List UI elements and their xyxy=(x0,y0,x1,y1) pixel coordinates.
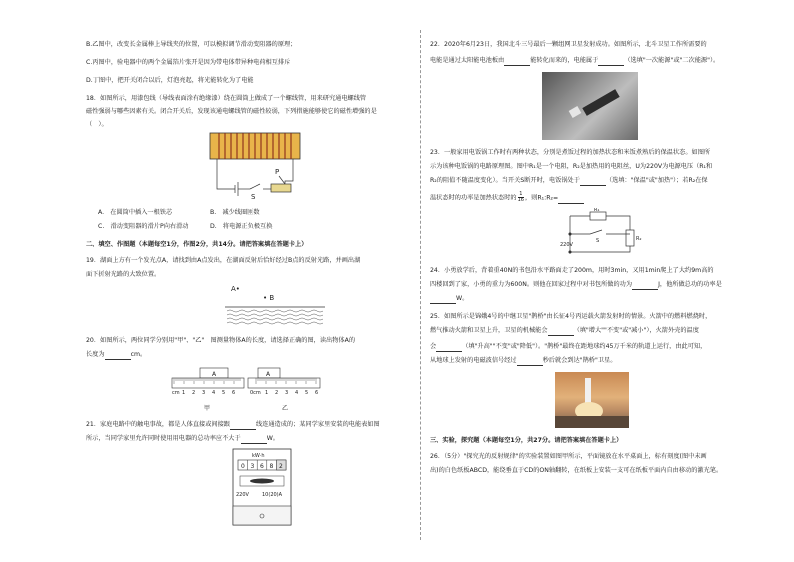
ruler-right-tick-0: 0cm xyxy=(250,390,261,396)
r1-label: R₁ xyxy=(594,208,600,213)
q25-part6: 秒后就会到达"鹊桥"卫星。 xyxy=(542,357,617,364)
meter-current: 10(20)A xyxy=(262,492,283,498)
q25-stem-line1: 25．如图所示是锦娥4号的中继卫星"鹊桥"由长征4号丙运载火箭发射时的情景。火箭中的燃料燃烧时， xyxy=(430,313,712,320)
q23-stem-line2: 示为该种电饭锅的电路原理图。图中R₁是一个电阻，R₂是加热用的电阻丝，U为220V为电源电压（R₁和 xyxy=(430,163,713,170)
q21-stem-part4: W。 xyxy=(266,435,279,442)
q21-stem-part2: 线连通造成的；某同学家里安装的电能表如图 xyxy=(256,421,380,428)
column-divider xyxy=(420,30,421,540)
q21-stem-part1: 21．家庭电路中的触电事故，都是人体直接或间接跟 xyxy=(86,421,230,428)
ruler-left-tick-4: 4 xyxy=(212,390,216,396)
q18-stem-line1: 18．如图所示，用漆包线（导线表面涂有绝缘漆）绕在圆筒上做成了一个螺线管，用来研究通电螺线管 xyxy=(86,95,367,102)
satellite-body-icon xyxy=(569,106,582,118)
meter-digit-5: 2 xyxy=(279,463,283,470)
meter-digit-3: 6 xyxy=(260,463,264,470)
q18-option-b: B. 减少线圈匝数 xyxy=(210,209,260,216)
q21-blank-1 xyxy=(230,423,256,430)
q22-stem-line2 xyxy=(430,56,719,66)
ruler-right-tick-3: 3 xyxy=(285,390,289,396)
meter-unit: kW·h xyxy=(252,453,265,459)
ruler-left-tick-2: 2 xyxy=(192,390,196,396)
switch-label: S xyxy=(596,238,600,244)
q25-blank-2 xyxy=(436,345,462,352)
q23-part1: R₂的阻值不随温度变化）。当开关S断开时，电饭锅处于 xyxy=(430,177,580,184)
solar-panel-icon xyxy=(582,89,619,116)
q19-stem-line1: 19．湖面上方有一个发光点A，请找到由A点发出，在湖面反射后恰好经过B点的反射光路，并画出湖 xyxy=(86,257,361,264)
q20-stem-line1: 20．如图所示，两位同学分别用"甲"、"乙" 图测量物体A的长度，请选择正确的图，读出物体A的 xyxy=(86,337,356,344)
point-a-label: A• xyxy=(231,285,240,293)
ruler-left-tick-0: cm xyxy=(172,390,180,396)
q21-stem-part3: 所示，当同学家里允许同时使用用电器的总功率应不大于 xyxy=(86,435,241,442)
q23-blank-2 xyxy=(558,197,584,204)
q23-stem-line1: 23．一般家用电饭锅工作时有两种状态，分别是煮饭过程的加热状态和米饭煮熟后的保温状态。如图所 xyxy=(430,149,711,156)
q18-stem-line2: 磁性强弱与哪些因素有关。闭合开关后，发现该通电螺线管的磁性较弱，下列措施能够使它的磁性增强的是 xyxy=(86,108,377,115)
q25-part4: （填"升高""不变"或"降低"）。"鹊桥"最终在距地球约45万千米的轨道上运行，由此可知， xyxy=(462,343,707,350)
q20-stem-line2 xyxy=(86,350,146,360)
ruler-left-tick-3: 3 xyxy=(202,390,206,396)
energy-meter-figure xyxy=(232,448,292,526)
q22-part2: 能转化而来的，电能属于 xyxy=(530,57,599,64)
q24-stem-line1: 24．小勇放学后，背着重40N的书包沿水平路面走了200m，用时3min，又用1min爬上了大约9m高的 xyxy=(430,267,714,274)
q22-part1: 电能是通过太阳能电池板由 xyxy=(430,57,505,64)
q24-blank-2 xyxy=(430,297,456,304)
meter-voltage: 220V xyxy=(236,492,249,498)
rocket-launch-photo xyxy=(555,372,629,428)
ruler-right-tick-6: 6 xyxy=(315,390,319,396)
voltage-label: 220V xyxy=(560,242,573,248)
q19-stem-line2: 面下折射光路的大致位置。 xyxy=(86,271,161,278)
q17-option-c: C.丙图中，验电器中的两个金属箔片张开是因为带电体带异种电荷相互排斥 xyxy=(86,59,291,66)
launch-ground xyxy=(555,416,629,428)
ruler-right-tick-2: 2 xyxy=(275,390,279,396)
q18-option-c: C. 滑动变阻器的滑片P向右滑动 xyxy=(98,223,189,230)
switch-label-s: S xyxy=(251,193,256,200)
q23-stem-line4 xyxy=(430,192,584,204)
q25-stem-line2 xyxy=(430,326,699,336)
q23-stem-line3 xyxy=(430,176,708,186)
q25-blank-1 xyxy=(548,329,574,336)
satellite-photo xyxy=(542,72,638,140)
q22-part3: （选填"一次能源"或"二次能源"）。 xyxy=(624,57,720,64)
q23-fraction-denominator: 16 xyxy=(517,197,524,203)
q17-option-d: D.丁图中，把开关闭合以后，灯泡亮起，将光能转化为了电能 xyxy=(86,77,254,84)
meter-digit-2: 3 xyxy=(250,463,255,470)
q24-blank-1 xyxy=(632,283,658,290)
r2-label: R₂ xyxy=(636,236,642,242)
q22-blank-2 xyxy=(598,59,624,66)
section-2-title: 二、填空、作图题（本题每空1分，作图2分，共14分。请把答案填在答题卡上） xyxy=(86,241,308,248)
q20-answer-blank xyxy=(105,353,131,360)
lake-figure xyxy=(225,282,325,330)
point-b-label: • B xyxy=(263,294,275,302)
q18-stem-line3: （ ）。 xyxy=(86,121,108,128)
q22-stem-line1: 22．2020年6月23日，我国北斗三号最后一颗组网卫星发射成功。如图所示，北斗卫星工作所需要的 xyxy=(430,41,707,48)
q21-stem-line2 xyxy=(86,434,279,444)
q25-part3: 会 xyxy=(430,343,437,350)
figure-yi-caption: 乙 xyxy=(282,405,289,412)
ruler-left-tick-6: 6 xyxy=(232,390,236,396)
meter-digit-4: 8 xyxy=(269,463,274,470)
q21-blank-2 xyxy=(241,437,267,444)
q24-part3: W。 xyxy=(456,295,469,302)
ruler-figure xyxy=(170,364,322,414)
q20-length-unit: cm。 xyxy=(130,351,147,358)
q18-option-a: A. 在圆筒中插入一根铁芯 xyxy=(98,209,173,216)
q17-option-b: B.乙图中，改变长金属棒上导线夹的位置，可以模拟调节滑动变阻器的原理； xyxy=(86,41,297,48)
q23-blank-1 xyxy=(580,179,606,186)
block-a-left: A xyxy=(212,371,217,378)
q25-stem-line4 xyxy=(430,356,616,366)
block-a-right: A xyxy=(266,371,271,378)
q25-blank-3 xyxy=(517,359,543,366)
q23-part4: ，则R₁:R₂= xyxy=(525,194,559,202)
q21-stem-line1 xyxy=(86,420,380,430)
q23-fraction xyxy=(518,192,524,203)
ruler-left-tick-1: 1 xyxy=(182,390,186,396)
ruler-left-tick-5: 5 xyxy=(222,390,226,396)
q20-length-prefix: 长度为 xyxy=(86,351,105,358)
ruler-right-tick-1: 1 xyxy=(265,390,269,396)
meter-digit-1: 0 xyxy=(241,463,245,470)
q24-part2: J，他所做总功的功率是 xyxy=(658,281,722,288)
q24-part1: 四楼回到了家，小勇的重力为600N。则他在回家过程中对书包所做的功为 xyxy=(430,281,633,288)
q23-part3: 温状态时的功率是加热状态时的 xyxy=(430,194,517,202)
q23-fraction-numerator: 1 xyxy=(519,191,523,197)
section-3-title: 三、实验，探究题（本题每空1分，共27分。请把答案填在答题卡上） xyxy=(430,437,623,444)
slider-label-p: P xyxy=(275,168,280,176)
q23-part2: （选填："保温"或"加热"）；若R₂在保 xyxy=(605,177,708,184)
rice-cooker-circuit xyxy=(560,208,644,258)
ruler-right-tick-4: 4 xyxy=(295,390,299,396)
q24-stem-line2 xyxy=(430,280,722,290)
ruler-right-tick-5: 5 xyxy=(305,390,309,396)
q25-part2: （填"增大""不变"或"减小"），火箭外壳的温度 xyxy=(573,327,699,334)
q24-stem-line3 xyxy=(430,294,468,304)
q25-part5: 从地球上发射的电磁波信号经过 xyxy=(430,357,517,364)
q18-option-d: D. 将电源正负极互换 xyxy=(210,223,273,230)
q26-stem-line2: 出)的白色纸板ABCD，能绕垂直于CD的ON轴翻转，在纸板上安装一支可在纸板平面内自由移动的激光笔。 xyxy=(430,467,723,474)
q26-stem-line1: 26．（5分）"探究光的反射规律"的实验装置如图甲所示，平面镜放在水平桌面上，标有刻度(图中未画 xyxy=(430,453,707,460)
q25-part1: 燃气推动火箭和卫星上升，卫星的机械能会 xyxy=(430,327,548,334)
solenoid-figure xyxy=(205,130,315,200)
figure-jia-caption: 甲 xyxy=(204,405,211,412)
q25-stem-line3 xyxy=(430,342,706,352)
q22-blank-1 xyxy=(504,59,530,66)
rocket-icon xyxy=(585,378,591,404)
